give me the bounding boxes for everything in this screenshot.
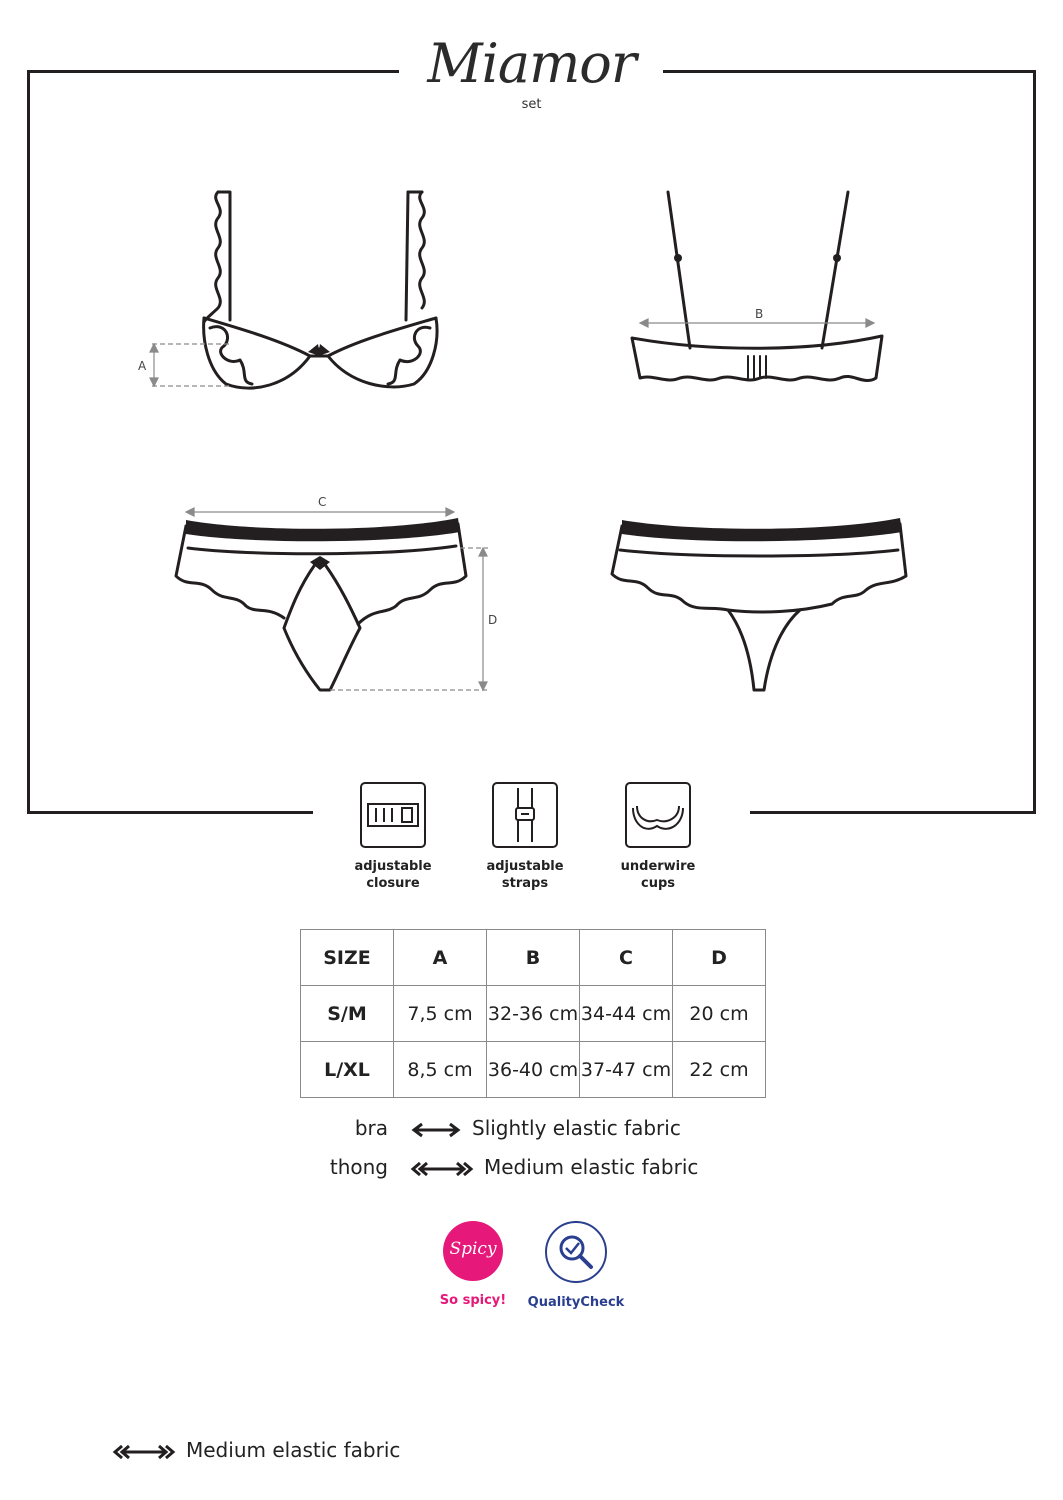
legend-text: Medium elastic fabric — [186, 1438, 401, 1462]
table-cell: 7,5 cm — [394, 986, 487, 1042]
table-cell-size: S/M — [301, 986, 394, 1042]
badge-quality-check — [516, 1221, 636, 1310]
dimension-label-a: A — [138, 359, 147, 373]
table-cell: 8,5 cm — [394, 1042, 487, 1098]
table-header-row — [301, 930, 766, 986]
dimension-label-c: C — [318, 495, 327, 509]
spicy-icon — [443, 1221, 503, 1281]
table-row — [301, 986, 766, 1042]
feature-adjustable-straps — [470, 782, 580, 892]
table-header: B — [487, 930, 580, 986]
fabric-garment: bra — [354, 1116, 388, 1140]
table-header: SIZE — [301, 930, 394, 986]
underwire-icon — [625, 782, 691, 848]
frame-left — [27, 70, 30, 814]
table-cell: 22 cm — [673, 1042, 766, 1098]
bra-back-drawing — [620, 180, 900, 400]
badge-caption: So spicy! — [439, 1293, 507, 1308]
badge-caption: QualityCheck — [527, 1295, 625, 1310]
feature-adjustable-closure — [338, 782, 448, 892]
frame-right — [1033, 70, 1036, 814]
table-cell: 34-44 cm — [580, 986, 673, 1042]
feature-label: adjustable straps — [486, 859, 564, 891]
table-cell: 37-47 cm — [580, 1042, 673, 1098]
dimension-label-b: B — [755, 307, 764, 321]
feature-label: underwire cups — [620, 859, 696, 891]
feature-label: adjustable closure — [354, 859, 432, 891]
single-arrow-icon — [410, 1122, 462, 1138]
fabric-description: Slightly elastic fabric — [472, 1116, 681, 1140]
size-table — [300, 929, 766, 1098]
dimension-label-d: D — [488, 613, 498, 627]
fabric-description: Medium elastic fabric — [484, 1155, 699, 1179]
table-cell-size: L/XL — [301, 1042, 394, 1098]
spicy-circle-text: Spicy — [449, 1239, 497, 1259]
brand-subtitle: set — [521, 97, 542, 112]
frame-bottom-right — [750, 811, 1036, 814]
feature-underwire-cups — [603, 782, 713, 892]
fabric-garment: thong — [329, 1155, 388, 1179]
thong-front-drawing — [170, 490, 500, 700]
badge-so-spicy — [413, 1221, 533, 1308]
table-header: C — [580, 930, 673, 986]
brand-name: Miamor — [427, 32, 636, 95]
table-row — [301, 1042, 766, 1098]
table-cell: 36-40 cm — [487, 1042, 580, 1098]
double-arrow-icon — [410, 1161, 474, 1177]
double-arrow-icon — [112, 1444, 176, 1460]
table-header: D — [673, 930, 766, 986]
table-cell: 20 cm — [673, 986, 766, 1042]
thong-back-drawing — [600, 510, 920, 710]
frame-bottom-left — [27, 811, 313, 814]
brand-logo — [0, 32, 1063, 112]
table-header: A — [394, 930, 487, 986]
bra-front-drawing — [130, 180, 460, 400]
closure-icon — [360, 782, 426, 848]
table-cell: 32-36 cm — [487, 986, 580, 1042]
magnifier-check-icon — [545, 1221, 607, 1283]
strap-icon — [492, 782, 558, 848]
